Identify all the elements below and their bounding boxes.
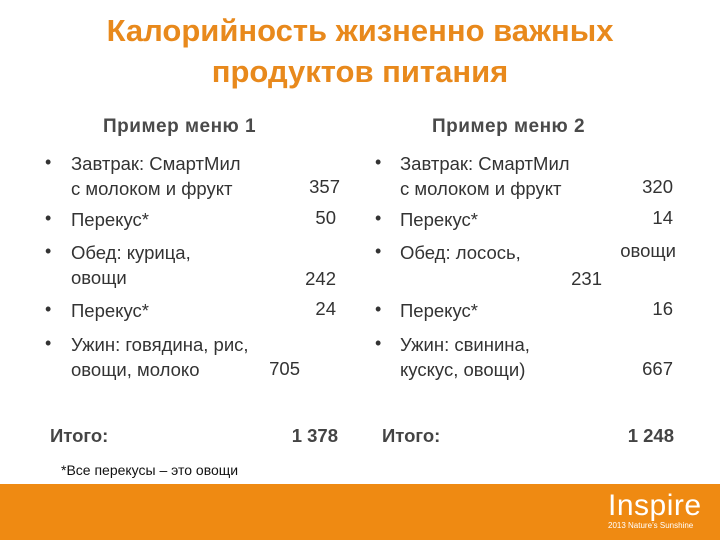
menu2-item-5-line2: кускус, овощи) [400,359,526,380]
menu1-item-2-value: 50 [315,207,336,228]
logo-tagline [608,521,702,531]
title-line-2: продуктов питания [211,54,509,89]
bullet-icon: • [375,299,382,319]
menu1-total-value: 1 378 [291,425,338,446]
menu1-item-3-line2: овощи [71,267,127,288]
bullet-icon: • [375,333,382,353]
menu2-item-1 [400,151,570,201]
menu2-item-4-value: 16 [652,298,673,319]
menu2-total-value: 1 248 [627,425,674,446]
bullet-icon: • [45,208,52,228]
menu2-heading: Пример меню 2 [432,116,586,137]
menu2-item-3-extra: овощи [620,240,676,261]
title-line-1: Калорийность жизненно важных [106,13,614,48]
menu1-item-3-value: 242 [305,268,336,289]
menu2-item-2: Перекус* [400,209,478,230]
bullet-icon: • [45,299,52,319]
menu2-item-4: Перекус* [400,300,478,321]
menu2-item-1-line2: с молоком и фрукт [400,178,562,199]
menu2-total-label: Итого: [382,425,441,446]
menu1-item-5-value: 705 [269,358,300,379]
menu2-item-5-value: 667 [642,358,673,379]
footnote: *Все перекусы – это овощи [61,462,239,478]
menu1-item-3 [71,240,191,290]
menu1-item-3-line1: Обед: курица, [71,242,191,263]
logo-brand: Nature’s Sunshine [628,521,694,530]
bullet-icon: • [45,152,52,172]
menu1-item-5-line1: Ужин: говядина, рис, [71,334,249,355]
bullet-icon: • [375,152,382,172]
menu2-item-3: Обед: лосось, [400,242,521,263]
menu1-total-label: Итого: [50,425,109,446]
menu1-item-1-line2: с молоком и фрукт [71,178,233,199]
bullet-icon: • [45,241,52,261]
bullet-icon: • [375,208,382,228]
menu1-item-5 [71,332,249,382]
inspire-logo [608,490,702,531]
menu1-heading: Пример меню 1 [103,116,257,137]
menu2-item-3-value: 231 [571,268,602,289]
menu1-item-1 [71,151,241,201]
menu2-item-5 [400,332,530,382]
menu2-item-1-value: 320 [642,176,673,197]
menu2-item-2-value: 14 [652,207,673,228]
bullet-icon: • [45,333,52,353]
menu1-item-1-value: 357 [309,176,340,197]
menu1-item-4: Перекус* [71,300,149,321]
menu2-item-5-line1: Ужин: свинина, [400,334,530,355]
menu1-item-5-line2: овощи, молоко [71,359,200,380]
bullet-icon: • [375,241,382,261]
menu2-item-1-line1: Завтрак: СмартМил [400,153,570,174]
slide-title [0,10,720,92]
logo-year: 2013 [608,521,626,530]
logo-word: Inspire [608,489,702,522]
menu1-item-1-line1: Завтрак: СмартМил [71,153,241,174]
menu1-item-2: Перекус* [71,209,149,230]
menu1-item-4-value: 24 [315,298,336,319]
